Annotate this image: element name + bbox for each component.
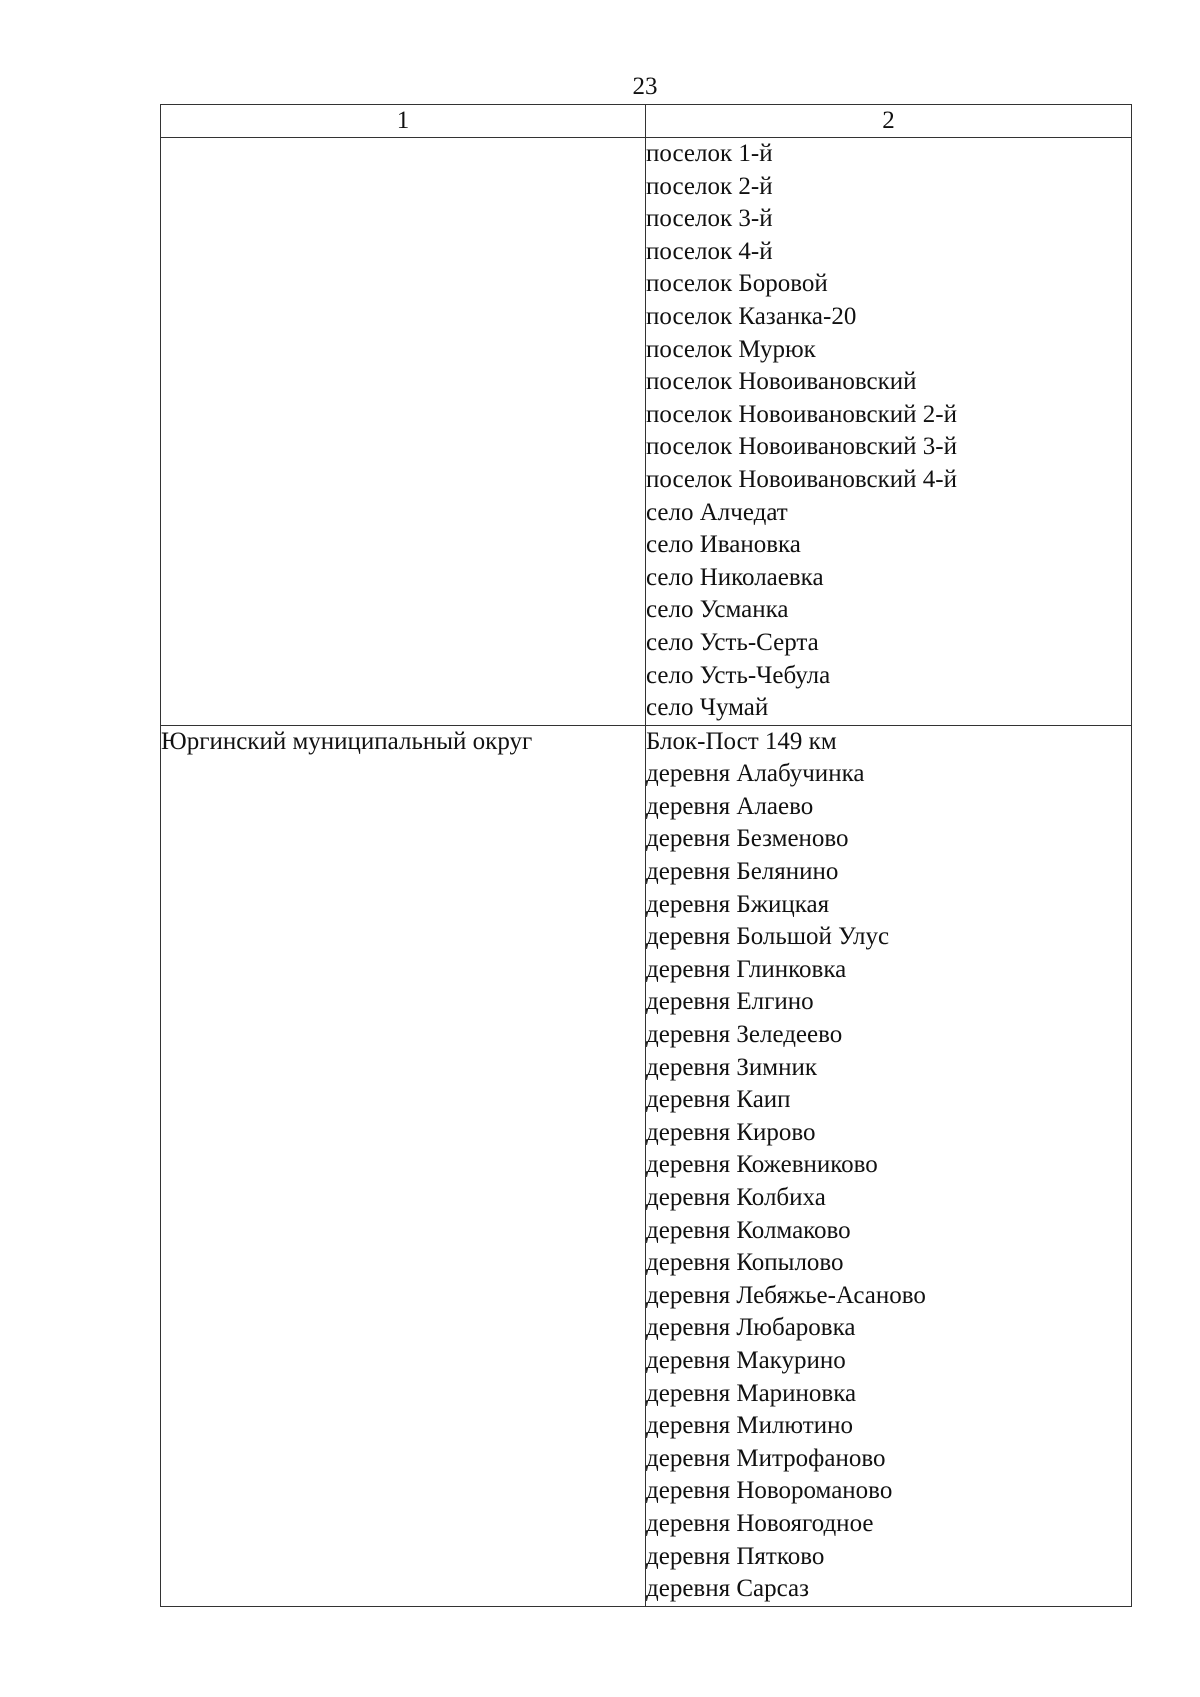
list-item: деревня Митрофаново (646, 1444, 886, 1472)
list-item: деревня Большой Улус (646, 923, 890, 951)
list-item: Блок-Пост 149 км (646, 727, 837, 755)
list-item: деревня Новоягодное (646, 1509, 874, 1537)
list-item: поселок Новоивановский 4-й (646, 465, 957, 493)
list-item: село Чумай (646, 694, 769, 722)
list-item: деревня Зимник (646, 1053, 817, 1081)
list-item: деревня Кирово (646, 1118, 816, 1146)
list-item: поселок 2-й (646, 172, 773, 200)
list-item: деревня Елгино (646, 988, 814, 1016)
list-item: поселок 4-й (646, 237, 773, 265)
list-item: деревня Колмаково (646, 1216, 851, 1244)
list-item: село Николаевка (646, 563, 824, 591)
list-item: поселок 1-й (646, 140, 773, 167)
list-item: деревня Бжицкая (646, 890, 830, 918)
list-item: поселок Новоивановский 3-й (646, 433, 957, 461)
list-item: деревня Алабучинка (646, 760, 865, 788)
table-row (161, 138, 1132, 726)
list-item: село Усманка (646, 596, 789, 624)
district-name-cell (161, 138, 646, 726)
list-item: деревня Колбиха (646, 1184, 826, 1211)
list-item: деревня Новороманово (646, 1477, 893, 1505)
district-name-cell: Юргинский муниципальный округ (161, 725, 646, 1606)
list-item: деревня Макурино (646, 1346, 846, 1374)
list-item: поселок Новоивановский 2-й (646, 400, 957, 428)
settlements-table (160, 104, 1132, 1607)
list-item: деревня Пятково (646, 1542, 825, 1570)
list-item: деревня Белянино (646, 858, 839, 886)
list-item: поселок Новоивановский (646, 368, 917, 396)
settlement-list (646, 138, 1131, 725)
table-row (161, 725, 1132, 1606)
list-item: деревня Копылово (646, 1249, 844, 1277)
list-item: деревня Любаровка (646, 1314, 856, 1342)
list-item: село Алчедат (646, 498, 788, 526)
settlement-list-cell (646, 138, 1132, 726)
list-item: деревня Кожевниково (646, 1151, 878, 1179)
list-item: деревня Милютино (646, 1412, 853, 1440)
list-item: поселок Мурюк (646, 335, 816, 363)
list-item: деревня Глинковка (646, 955, 847, 983)
list-item: поселок 3-й (646, 205, 773, 233)
list-item: поселок Боровой (646, 270, 828, 298)
settlement-list (646, 726, 1131, 1606)
list-item: деревня Мариновка (646, 1379, 857, 1407)
list-item: село Усть-Серта (646, 628, 819, 656)
column-header-1: 1 (161, 105, 646, 138)
list-item: деревня Безменово (646, 825, 849, 853)
column-header-2: 2 (646, 105, 1132, 138)
list-item: деревня Зеледеево (646, 1021, 843, 1049)
list-item: деревня Каип (646, 1086, 791, 1114)
list-item: село Ивановка (646, 531, 801, 559)
settlement-list-cell (646, 725, 1132, 1606)
list-item: село Усть-Чебула (646, 661, 831, 689)
header-row (161, 105, 1132, 138)
list-item: деревня Лебяжье-Асаново (646, 1281, 926, 1309)
list-item: деревня Сарсаз (646, 1575, 809, 1603)
list-item: деревня Алаево (646, 792, 814, 820)
page-number: 23 (632, 73, 658, 100)
list-item: поселок Казанка-20 (646, 302, 857, 330)
